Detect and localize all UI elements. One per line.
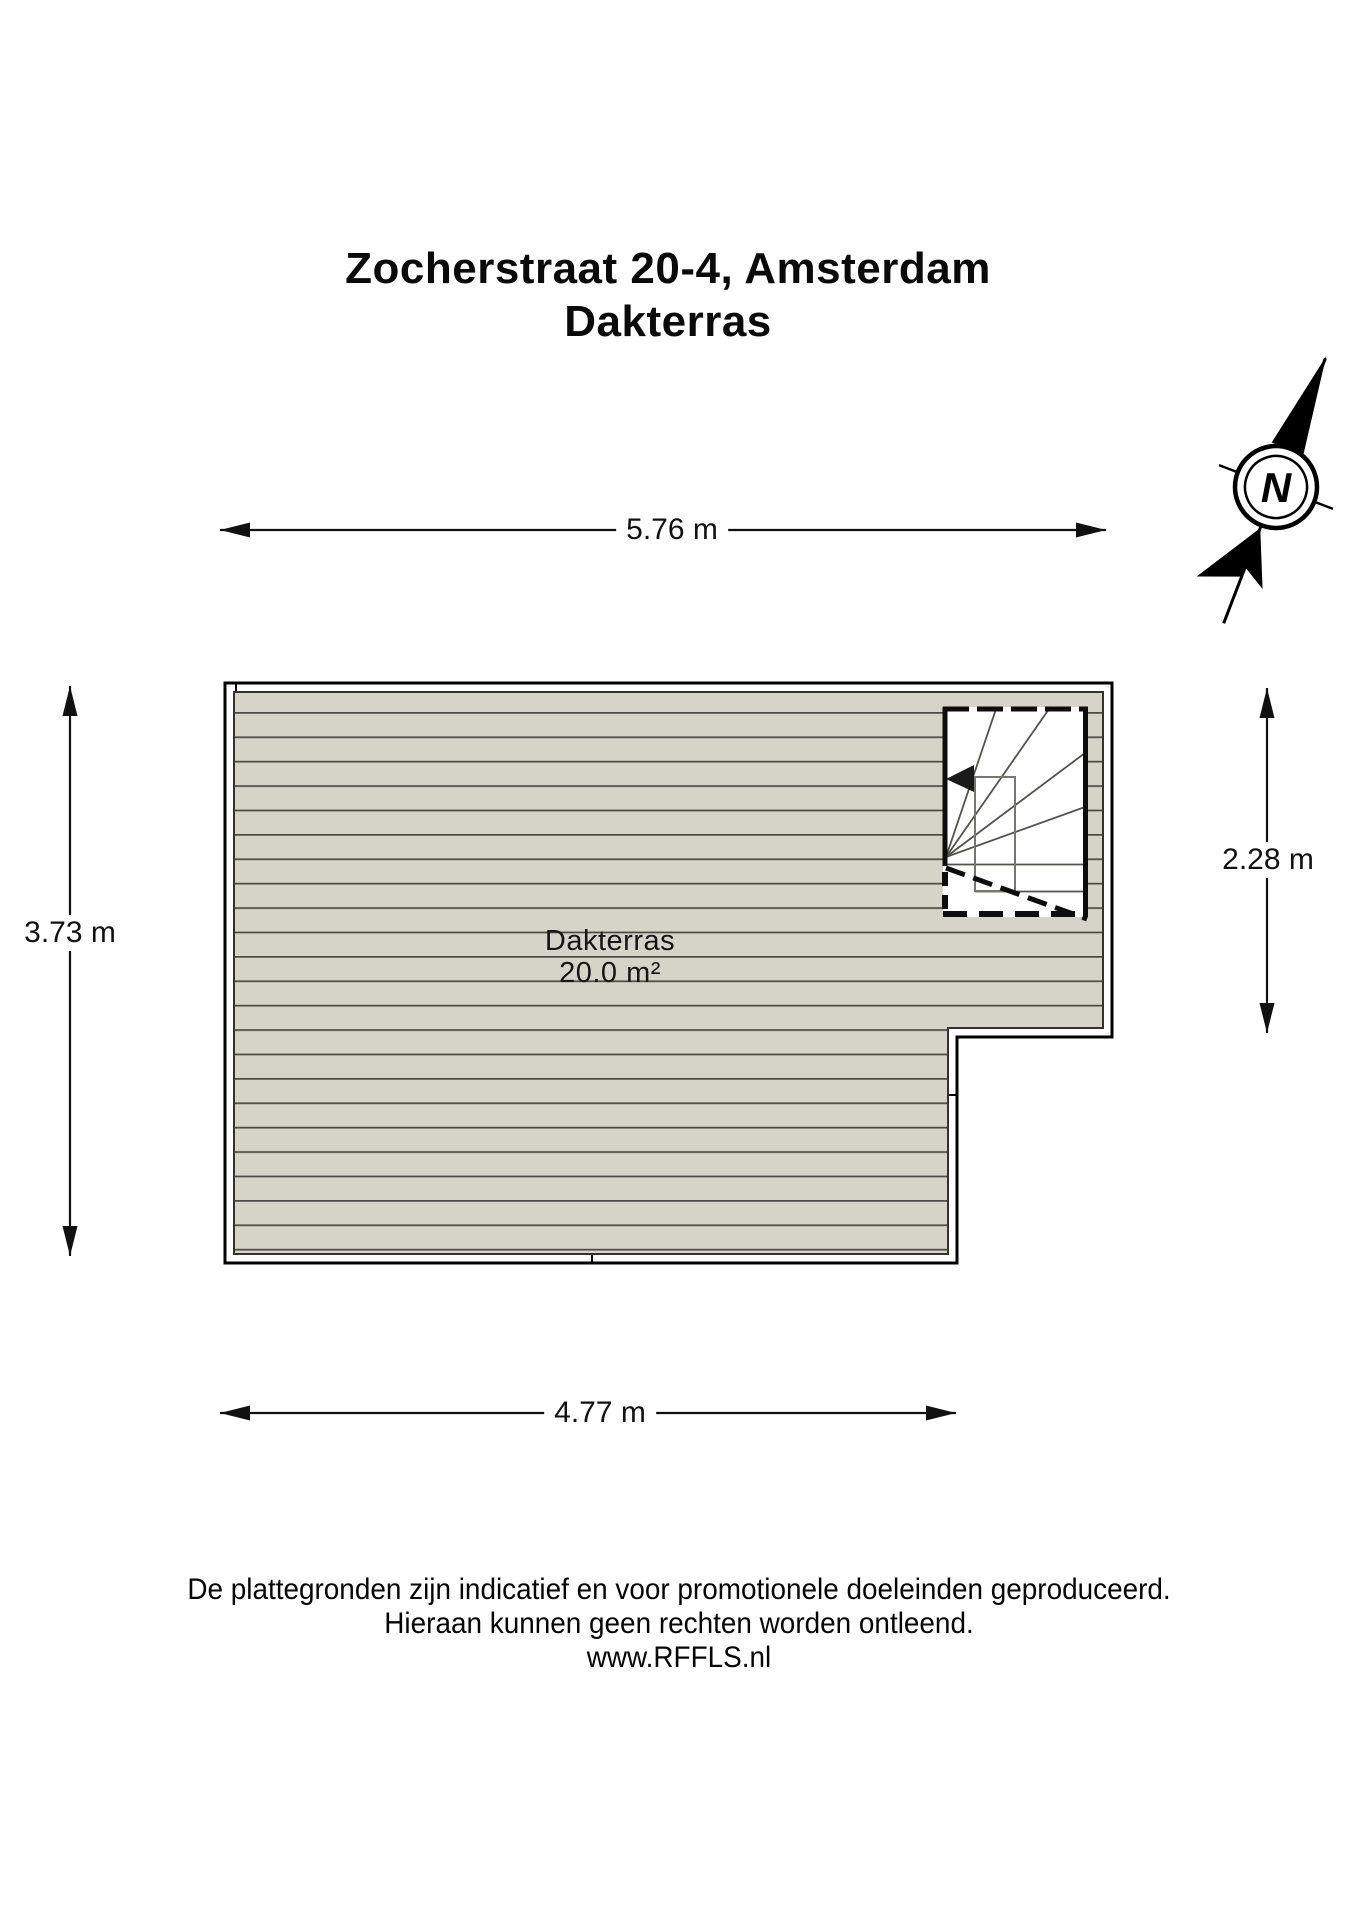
dimension-label-left: 3.73 m <box>14 915 126 951</box>
staircase <box>943 707 1088 919</box>
dimension-label-right: 2.28 m <box>1212 842 1324 878</box>
compass-north-label: N <box>1260 464 1292 511</box>
room-name: Dakterras <box>544 925 676 957</box>
footer-line-1: De plattegronden zijn indicatief en voor promotionele doeleinden geproduceerd. <box>187 1573 1171 1606</box>
room-label <box>545 925 675 989</box>
page-title-address: Zocherstraat 20-4, Amsterdam <box>345 244 991 293</box>
dimension-label-bottom: 4.77 m <box>544 1395 656 1431</box>
dimension-label-top: 5.76 m <box>616 512 728 548</box>
footer-line-2: Hieraan kunnen geen rechten worden ontleend. <box>384 1607 974 1640</box>
footer-line-3: www.RFFLS.nl <box>586 1641 772 1674</box>
footer-disclaimer <box>187 1573 1170 1675</box>
room-area: 20.0 m² <box>559 957 661 989</box>
page-title <box>345 242 991 348</box>
page-title-floor: Dakterras <box>564 297 772 346</box>
